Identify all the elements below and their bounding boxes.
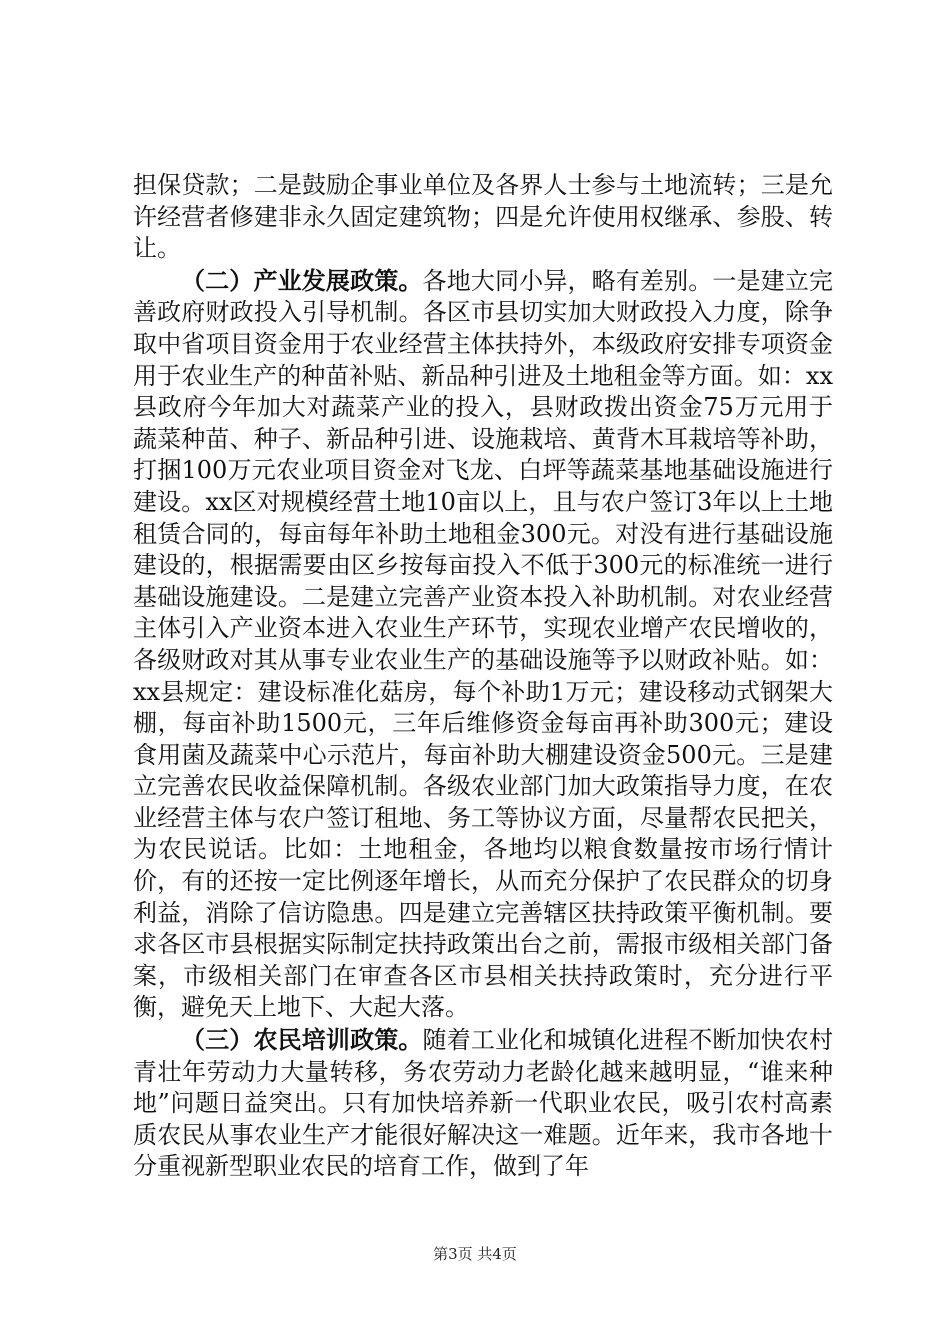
paragraph-text: 担保贷款；二是鼓励企事业单位及各界人士参与土地流转；三是允许经营者修建非永久固定建筑物；四是允许使用权继承、参股、转让。 — [133, 171, 833, 263]
page-footer — [0, 1244, 950, 1264]
paragraph-continuation — [133, 170, 833, 265]
document-body — [133, 170, 833, 1183]
paragraph-text: 各地大同小异，略有差别。一是建立完善政府财政投入引导机制。各区市县切实加大财政投入力度，除争取中省项目资金用于农业经营主体扶持外，本级政府安排专项资金用于农业生产的种苗补贴、新品种引进及土地租金等方面。如：xx县政府今年加大对蔬菜产业的投入，县财政拨出资金75万元用于蔬菜种苗、种子、新品种引进、设施栽培、黄背木耳栽培等补助，打捆100万元农业项目资金对飞龙、白坪等蔬菜基地基础设施进行建设。xx区对规模经营土地10亩以上，且与农户签订3年以上土地租赁合同的，每亩每年补助土地租金300元。对没有进行基础设施建设的，根据需要由区乡按每亩投入不低于300元的标准统一进行基础设施建设。二是建立完善产业资本投入补助机制。对农业经营主体引入产业资本进入农业生产环节，实现农业增产农民增收的，各级财政对其从事专业农业生产的基础设施等予以财政补贴。如：xx县规定：建设标准化菇房，每个补助1万元；建设移动式钢架大棚，每亩补助1500元，三年后维修资金每亩再补助300元；建设食用菌及蔬菜中心示范片，每亩补助大棚建设资金500元。三是建立完善农民收益保障机制。各级农业部门加大政策指导力度，在农业经营主体与农户签订租地、务工等协议方面，尽量帮农民把关，为农民说话。比如：土地租金，各地均以粮食数量按市场行情计价，有的还按一定比例逐年增长，从而充分保护了农民群众的切身利益，消除了信访隐患。四是建立完善辖区扶持政策平衡机制。要求各区市县根据实际制定扶持政策出台之前，需报市级相关部门备案，市级相关部门在审查各区市县相关扶持政策时，充分进行平衡，避免天上地下、大起大落。 — [133, 266, 834, 1022]
section-heading-farmer-training-policy: （三）农民培训政策。 — [181, 1025, 423, 1055]
section-heading-industry-policy: （二）产业发展政策。 — [181, 265, 423, 295]
paragraph-farmer-training-policy — [133, 1024, 833, 1183]
paragraph-text: 随着工业化和城镇化进程不断加快农村青壮年劳动力大量转移，务农劳动力老龄化越来越明显，“谁来种地”问题日益突出。只有加快培养新一代职业农民，吸引农村高素质农民从事农业生产才能很好解决这一难题。近年来，我市各地十分重视新型职业农民的培育工作，做到了年 — [133, 1026, 834, 1181]
paragraph-industry-policy — [133, 265, 833, 1024]
page-number-label: 第3页 共4页 — [433, 1245, 517, 1263]
